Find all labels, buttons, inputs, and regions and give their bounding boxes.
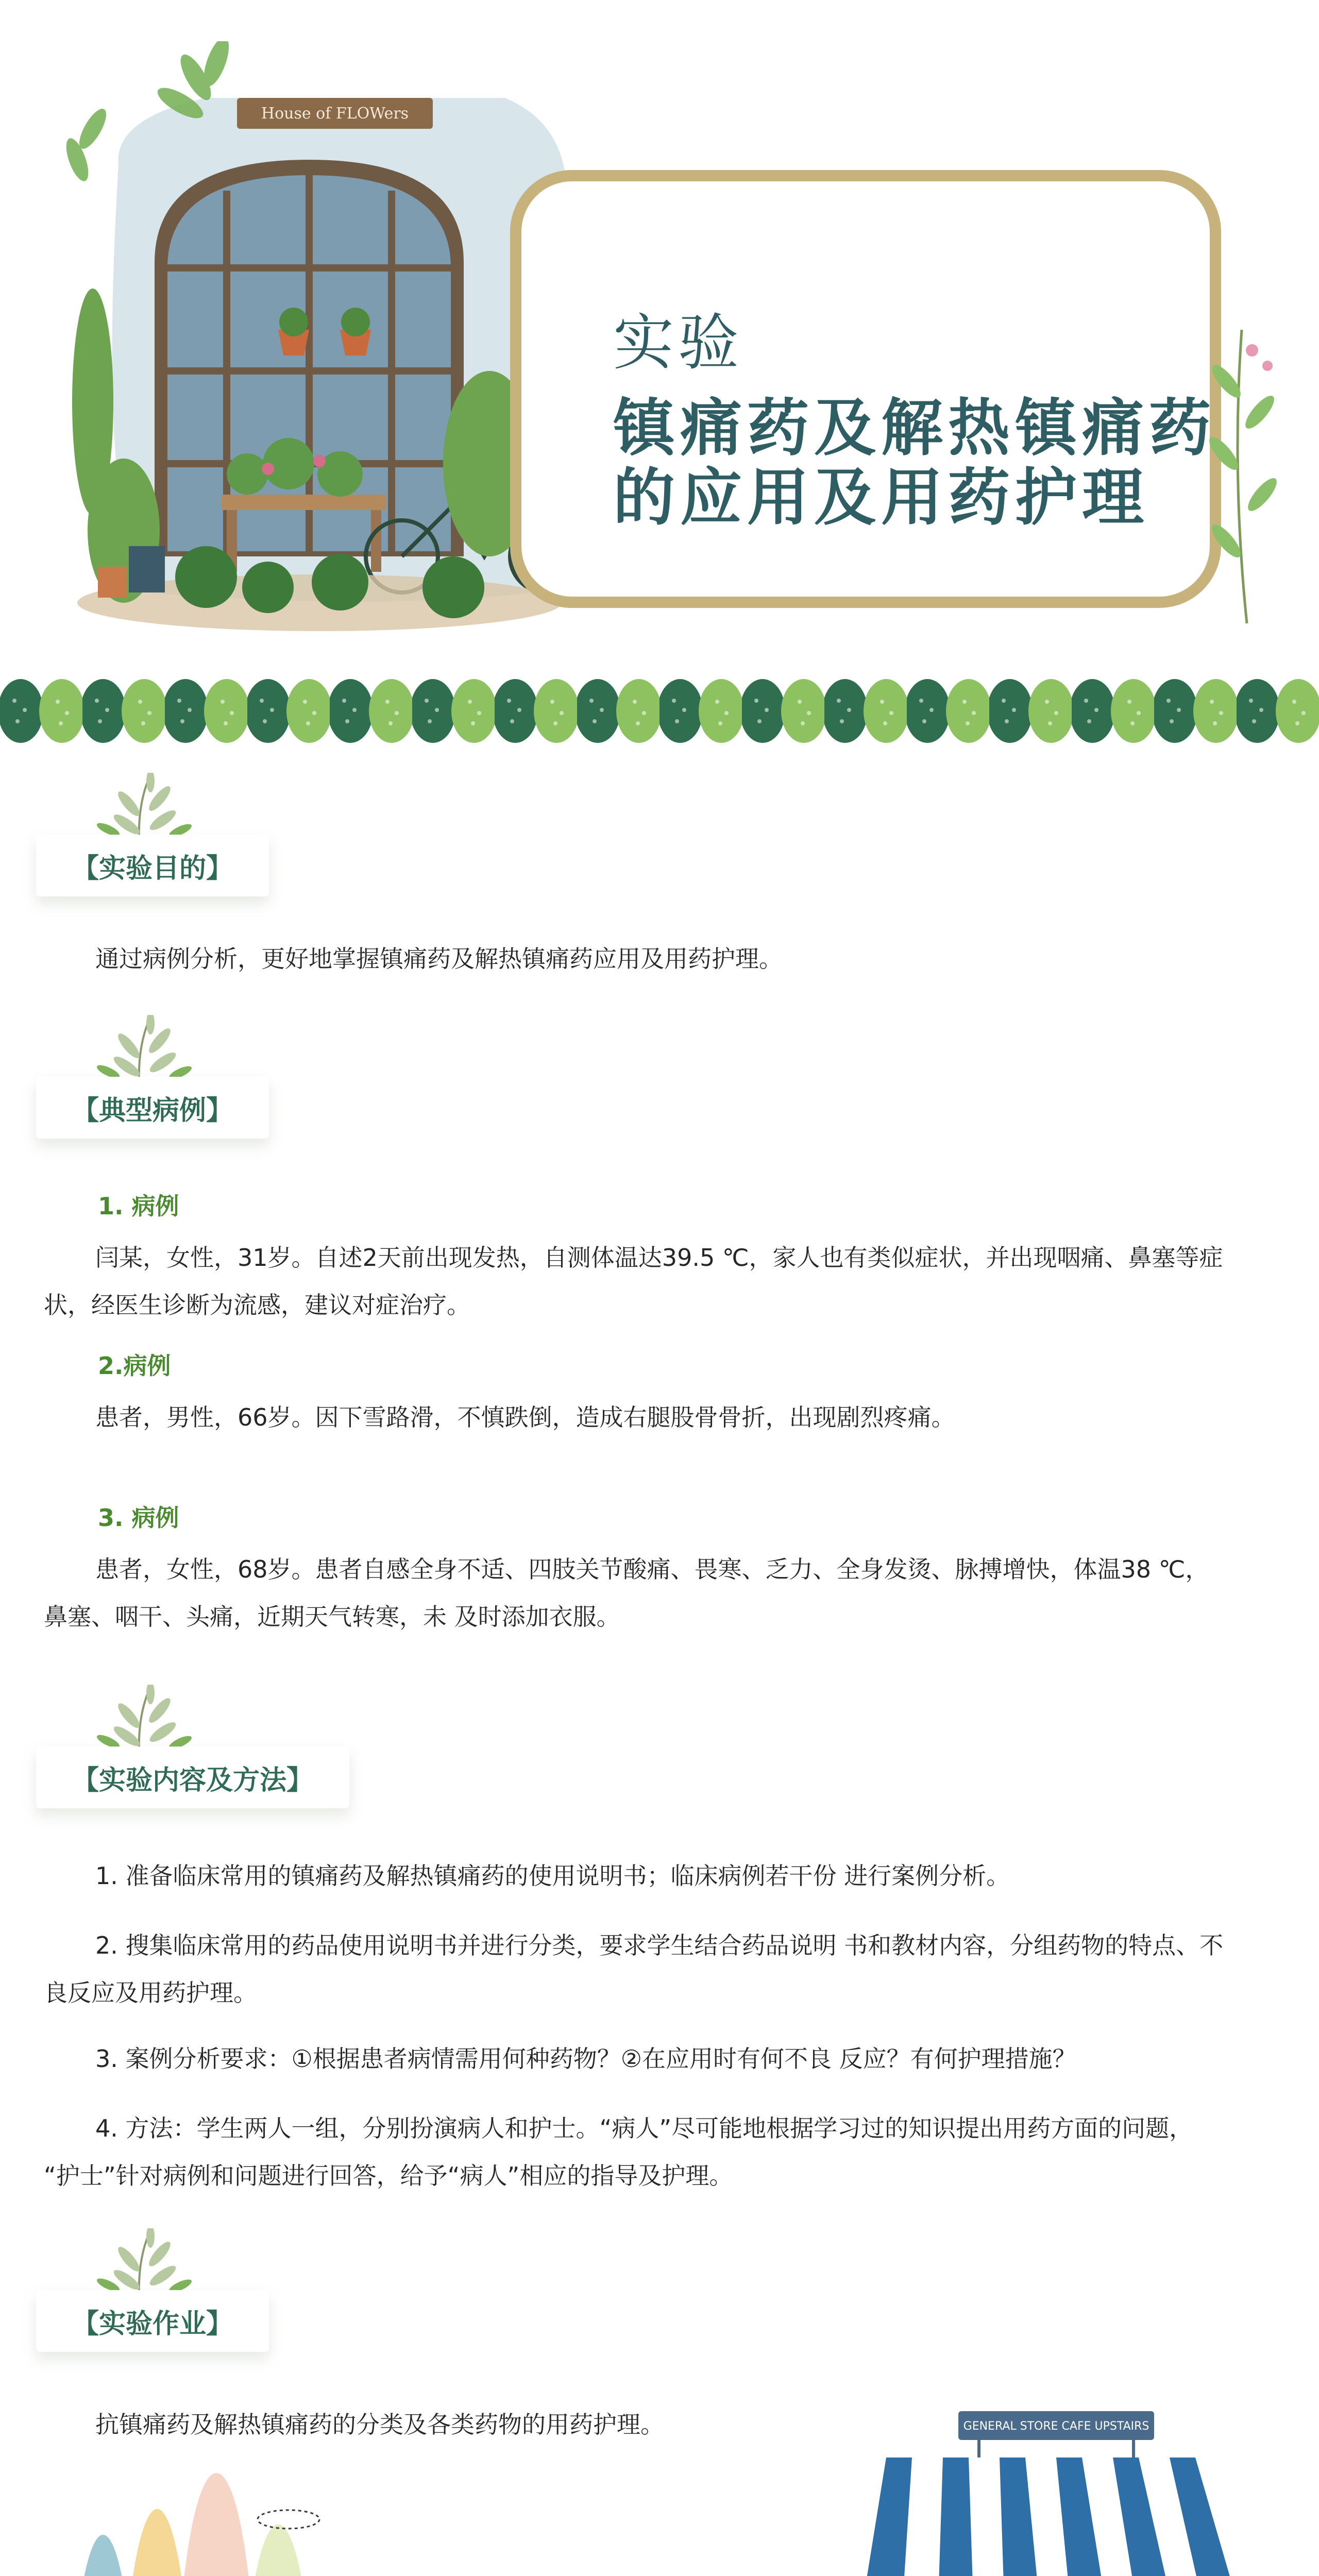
section-homework-header — [36, 2290, 325, 2357]
section-methods-heading: 【实验内容及方法】 — [36, 1747, 349, 1808]
title-line-1: 镇痛药及解热镇痛药 — [613, 393, 1216, 464]
method-item-3 — [44, 2035, 1270, 2082]
method-item-2-line-1: 2. 搜集临床常用的药品使用说明书并进行分类，要求学生结合药品说明 书和教材内容，分组药物的特点、不 — [95, 1931, 1224, 1959]
watercolor-trees-illustration — [62, 2463, 330, 2576]
case-3-text — [44, 1546, 1270, 1640]
header-banner — [0, 0, 1319, 670]
case-1-label: 1. 病例 — [98, 1192, 179, 1220]
leaf-border-top-graphic — [0, 670, 1319, 747]
right-foliage-decoration — [1190, 319, 1293, 629]
shop-sign-text: House of FLOWers — [261, 105, 409, 123]
method-item-4 — [44, 2105, 1270, 2199]
case-2-text — [44, 1394, 1270, 1441]
case-3-line-2: 鼻塞、咽干、头痛，近期天气转寒，未 及时添加衣服。 — [44, 1603, 620, 1631]
section-methods-header — [36, 1747, 325, 1814]
method-item-3-text: 3. 案例分析要求：①根据患者病情需用何种药物？②在应用时有何不良 反应？有何护理措施？ — [95, 2045, 1076, 2073]
case-2-line-1: 患者，男性，66岁。因下雪路滑，不慎跌倒，造成右腿股骨骨折，出现剧烈疼痛。 — [95, 1403, 955, 1431]
title-line-2: 的应用及用药护理 — [613, 462, 1149, 534]
sprig-icon — [77, 773, 201, 840]
sprig-icon — [77, 2228, 201, 2295]
method-item-1 — [44, 1852, 1270, 1900]
sprig-icon — [77, 1685, 201, 1752]
homework-text-content: 抗镇痛药及解热镇痛药的分类及各类药物的用药护理。 — [95, 2411, 664, 2438]
section-purpose-heading: 【实验目的】 — [36, 835, 269, 896]
section-homework-heading: 【实验作业】 — [36, 2290, 269, 2352]
method-item-4-line-2: “护士”针对病例和问题进行回答，给予“病人”相应的指导及护理。 — [44, 2162, 733, 2190]
case-1-line-2: 状，经医生诊断为流感，建议对症治疗。 — [44, 1291, 470, 1319]
sprig-icon — [77, 1015, 201, 1082]
purpose-text-content: 通过病例分析，更好地掌握镇痛药及解热镇痛药应用及用药护理。 — [95, 945, 783, 973]
title-small: 实验 — [613, 307, 743, 378]
leaf-border-top — [0, 670, 1319, 747]
method-item-4-line-1: 4. 方法：学生两人一组，分别扮演病人和护士。“病人”尽可能地根据学习过的知识提出用药方面的问题， — [95, 2114, 1193, 2142]
footer-illustration — [0, 2370, 1319, 2576]
method-item-1-text: 1. 准备临床常用的镇痛药及解热镇痛药的使用说明书；临床病例若干份 进行案例分析。 — [95, 1862, 1010, 1890]
case-1-line-1: 闫某，女性，31岁。自述2天前出现发热，自测体温达39.5 ℃，家人也有类似症状，并出现咽痛、鼻塞等症 — [95, 1244, 1223, 1272]
purpose-text — [44, 935, 1270, 982]
section-purpose-header — [36, 835, 325, 902]
method-item-2-line-2: 良反应及用药护理。 — [44, 1979, 257, 2007]
case-1-text — [44, 1234, 1270, 1329]
general-store-illustration — [824, 2411, 1288, 2576]
method-item-2 — [44, 1922, 1270, 2016]
shop-sign-label: GENERAL STORE CAFE UPSTAIRS — [963, 2420, 1149, 2433]
section-cases-header — [36, 1077, 325, 1144]
case-3-line-1: 患者，女性，68岁。患者自感全身不适、四肢关节酸痛、畏寒、乏力、全身发烫、脉搏增快，体温38 ℃， — [95, 1555, 1209, 1583]
section-cases-heading: 【典型病例】 — [36, 1077, 269, 1139]
case-3-label: 3. 病例 — [98, 1504, 179, 1532]
case-2-label: 2.病例 — [98, 1352, 171, 1380]
